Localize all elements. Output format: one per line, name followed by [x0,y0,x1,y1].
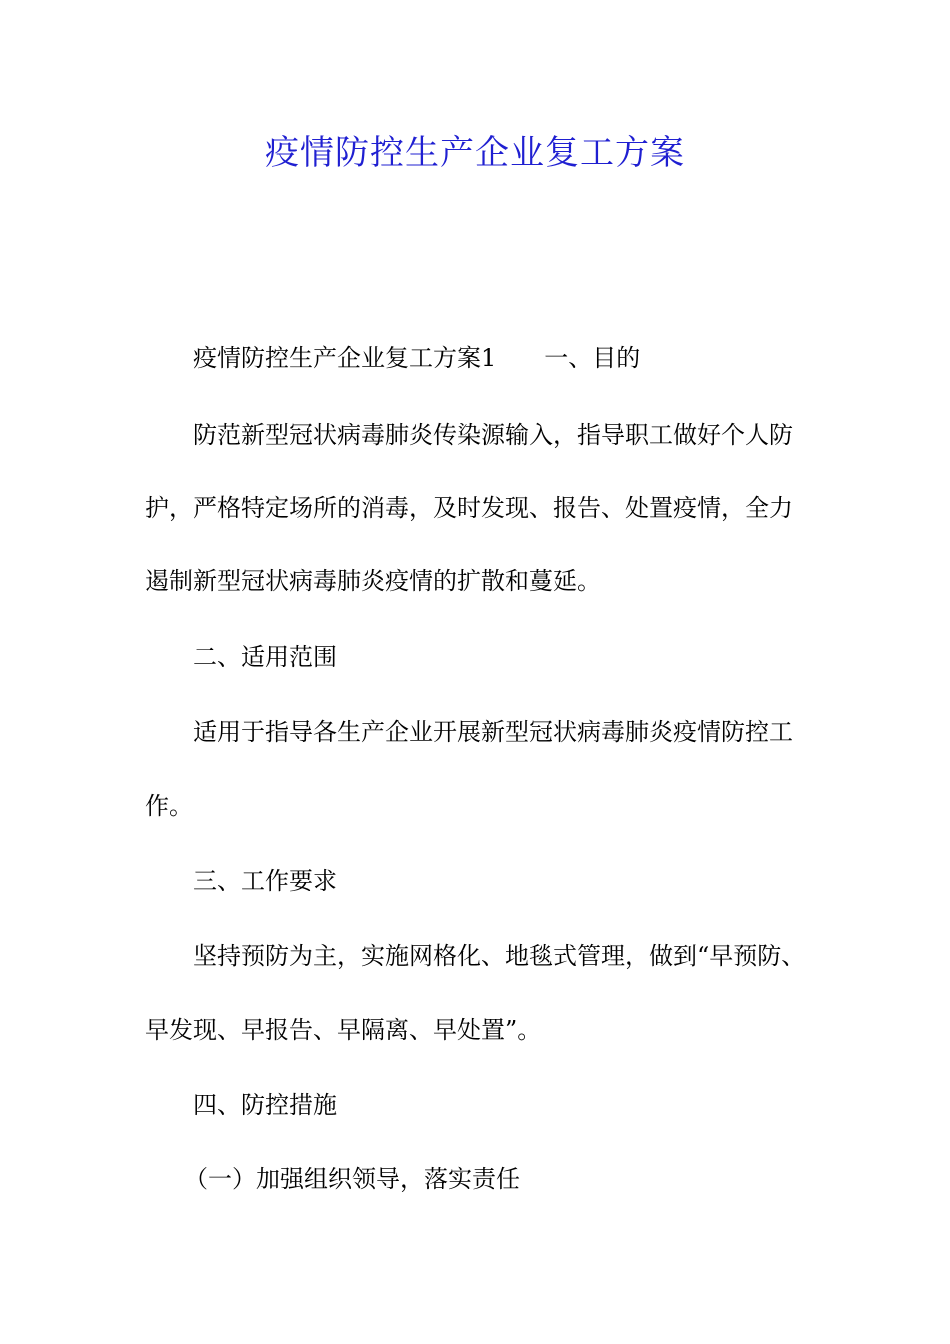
heading-measures: 四、防控措施 [193,1091,337,1119]
paragraph-line-4: 遏制新型冠状病毒肺炎疫情的扩散和蔓延。 [145,567,601,595]
heading-purpose: 一、目的 [544,344,641,372]
section-title-1: 疫情防控生产企业复工方案1 [193,344,497,372]
paragraph-line-10: 早发现、早报告、早隔离、早处置”。 [145,1016,542,1044]
paragraph-line-1 [193,340,893,376]
paragraph-line-7: 作。 [145,792,193,820]
heading-scope: 二、适用范围 [193,643,337,671]
document-title: 疫情防控生产企业复工方案 [265,133,685,173]
paragraph-line-6: 适用于指导各生产企业开展新型冠状病毒肺炎疫情防控工 [193,718,793,746]
paragraph-line-9: 坚持预防为主，实施网格化、地毯式管理，做到“早预防、 [193,942,806,970]
subheading-leadership: （一）加强组织领导，落实责任 [184,1165,520,1193]
paragraph-line-3: 护，严格特定场所的消毒，及时发现、报告、处置疫情，全力 [145,494,793,522]
heading-requirements: 三、工作要求 [193,867,337,895]
paragraph-line-2: 防范新型冠状病毒肺炎传染源输入，指导职工做好个人防 [193,421,793,449]
